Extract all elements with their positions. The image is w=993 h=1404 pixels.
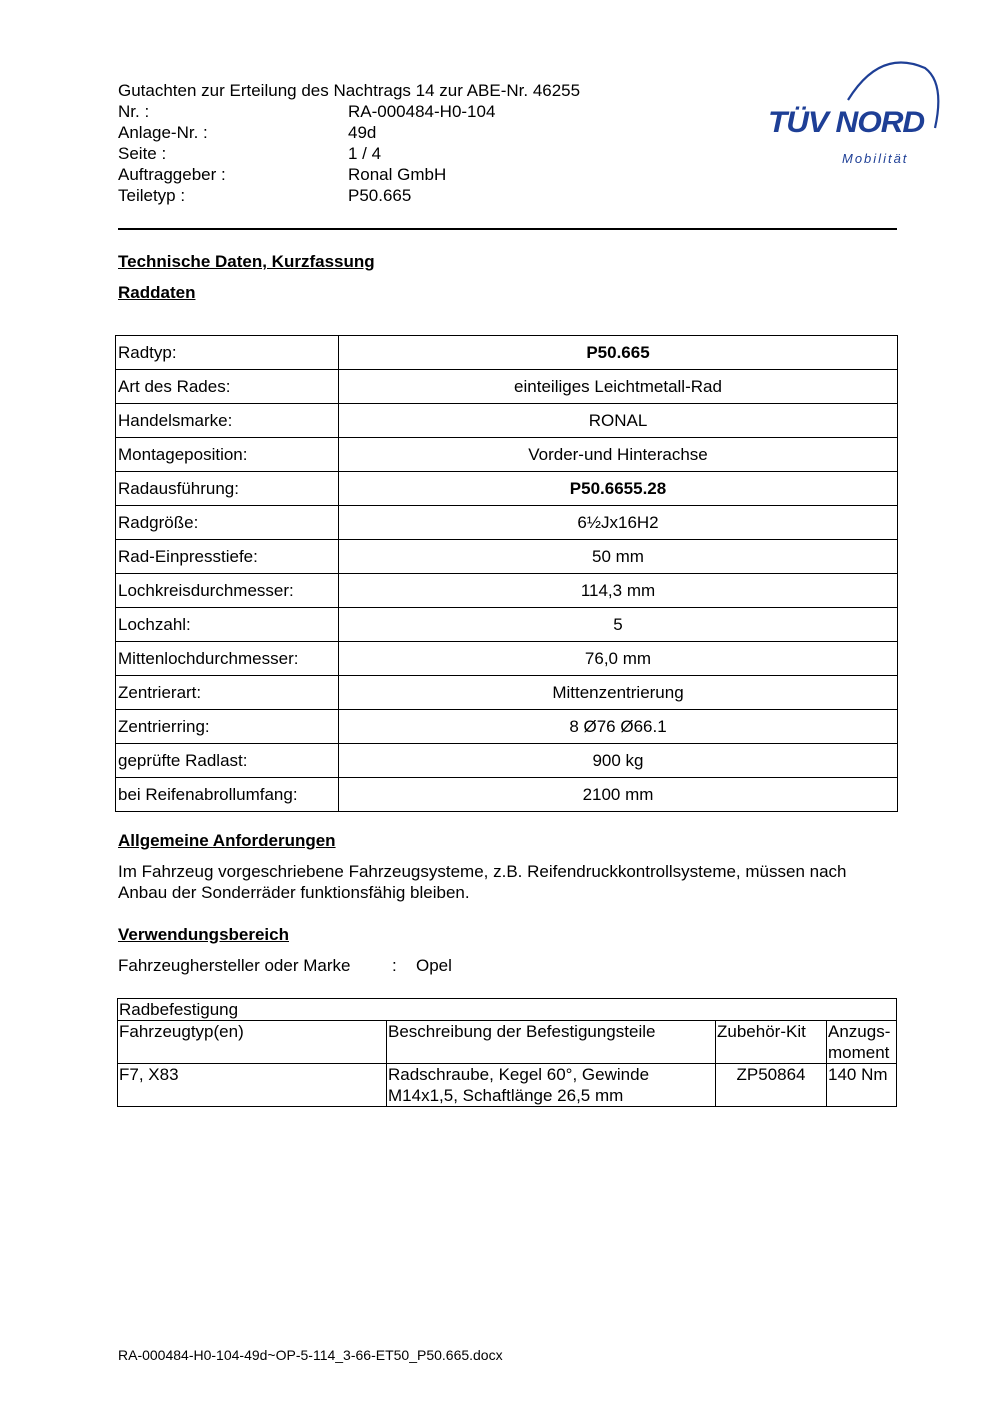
raddaten-key: Montageposition: <box>116 438 339 472</box>
raddaten-key: Radgröße: <box>116 506 339 540</box>
header-title: Gutachten zur Erteilung des Nachtrags 14 zur ABE-Nr. 46255 <box>118 81 581 100</box>
table-row <box>116 608 898 642</box>
raddaten-key: bei Reifenabrollumfang: <box>116 778 339 812</box>
header-divider <box>118 228 897 230</box>
table-row <box>116 370 898 404</box>
table-row <box>116 472 898 506</box>
header-value: 1 / 4 <box>348 144 382 163</box>
header-value: 49d <box>348 123 377 142</box>
table-row <box>116 710 898 744</box>
raddaten-key: Art des Rades: <box>116 370 339 404</box>
raddaten-value: 2100 mm <box>339 778 898 812</box>
logo-subtitle: Mobilität <box>842 151 909 166</box>
fahrzeughersteller-value: Opel <box>416 956 452 975</box>
header-row-auftraggeber <box>118 164 580 185</box>
cell-fahrzeugtyp: F7, X83 <box>118 1064 387 1107</box>
heading-raddaten: Raddaten <box>118 283 196 302</box>
raddaten-value: P50.6655.28 <box>339 472 898 506</box>
raddaten-key: geprüfte Radlast: <box>116 744 339 778</box>
raddaten-key: Mittenlochdurchmesser: <box>116 642 339 676</box>
raddaten-key: Zentrierring: <box>116 710 339 744</box>
fahrzeughersteller-label: Fahrzeughersteller oder Marke <box>118 956 351 975</box>
raddaten-key: Lochzahl: <box>116 608 339 642</box>
table-row <box>116 404 898 438</box>
cell-beschreibung: Radschraube, Kegel 60°, Gewinde M14x1,5, Schaftlänge 26,5 mm <box>387 1064 716 1107</box>
table-row <box>116 540 898 574</box>
header-row-anlage <box>118 122 580 143</box>
table-row <box>116 744 898 778</box>
header-row-nr <box>118 101 580 122</box>
table-row <box>116 676 898 710</box>
footer-filename: RA-000484-H0-104-49d~OP-5-114_3-66-ET50_P50.665.docx <box>118 1347 503 1363</box>
heading-allgemeine-anforderungen: Allgemeine Anforderungen <box>118 831 336 850</box>
raddaten-key: Lochkreisdurchmesser: <box>116 574 339 608</box>
fahrzeughersteller-row <box>118 956 452 976</box>
fahrzeughersteller-colon: : <box>392 956 397 975</box>
raddaten-value: einteiliges Leichtmetall-Rad <box>339 370 898 404</box>
document-header <box>118 80 580 206</box>
cell-anzugsmoment: 140 Nm <box>827 1064 897 1107</box>
raddaten-key: Radtyp: <box>116 336 339 370</box>
header-fahrzeugtyp: Fahrzeugtyp(en) <box>118 1021 387 1064</box>
radbefestigung-title: Radbefestigung <box>118 999 897 1021</box>
allgemeine-text: Im Fahrzeug vorgeschriebene Fahrzeugsysteme, z.B. Reifendruckkontrollsysteme, müssen nach Anbau der Sonderräder funktionsfähig bleiben. <box>118 862 847 902</box>
header-value: P50.665 <box>348 186 412 205</box>
raddaten-value: 114,3 mm <box>339 574 898 608</box>
heading-verwendungsbereich: Verwendungsbereich <box>118 925 289 944</box>
raddaten-value: 5 <box>339 608 898 642</box>
radbefestigung-header-row <box>118 1021 897 1064</box>
header-beschreibung: Beschreibung der Befestigungsteile <box>387 1021 716 1064</box>
raddaten-key: Handelsmarke: <box>116 404 339 438</box>
table-row <box>116 574 898 608</box>
raddaten-key: Zentrierart: <box>116 676 339 710</box>
raddaten-value: Vorder-und Hinterachse <box>339 438 898 472</box>
header-anzugsmoment: Anzugs-moment <box>827 1021 897 1064</box>
raddaten-value: RONAL <box>339 404 898 438</box>
header-label: Anlage-Nr. : <box>118 123 208 142</box>
header-label: Auftraggeber : <box>118 165 226 184</box>
raddaten-value: 76,0 mm <box>339 642 898 676</box>
table-row <box>116 506 898 540</box>
raddaten-value: P50.665 <box>339 336 898 370</box>
table-row <box>116 336 898 370</box>
cell-zubehoer-kit: ZP50864 <box>716 1064 827 1107</box>
table-row <box>118 1064 897 1107</box>
header-label: Nr. : <box>118 102 150 121</box>
header-value: Ronal GmbH <box>348 165 447 184</box>
table-row <box>116 778 898 812</box>
header-zubehoer-kit: Zubehör-Kit <box>716 1021 827 1064</box>
header-label: Seite : <box>118 144 167 163</box>
raddaten-value: 900 kg <box>339 744 898 778</box>
tuev-nord-logo <box>760 58 945 173</box>
table-row <box>116 438 898 472</box>
logo-wordmark: TÜV NORD <box>768 106 925 139</box>
raddaten-key: Rad-Einpresstiefe: <box>116 540 339 574</box>
header-row-seite <box>118 143 580 164</box>
raddaten-value: 6½Jx16H2 <box>339 506 898 540</box>
raddaten-table <box>115 335 898 812</box>
radbefestigung-table <box>117 998 897 1107</box>
raddaten-key: Radausführung: <box>116 472 339 506</box>
raddaten-value: 8 Ø76 Ø66.1 <box>339 710 898 744</box>
header-label: Teiletyp : <box>118 186 186 205</box>
table-row <box>116 642 898 676</box>
raddaten-value: 50 mm <box>339 540 898 574</box>
heading-technische-daten: Technische Daten, Kurzfassung <box>118 252 375 271</box>
header-value: RA-000484-H0-104 <box>348 102 496 121</box>
header-row-teiletyp <box>118 185 580 206</box>
raddaten-value: Mittenzentrierung <box>339 676 898 710</box>
radbefestigung-title-row <box>118 999 897 1021</box>
